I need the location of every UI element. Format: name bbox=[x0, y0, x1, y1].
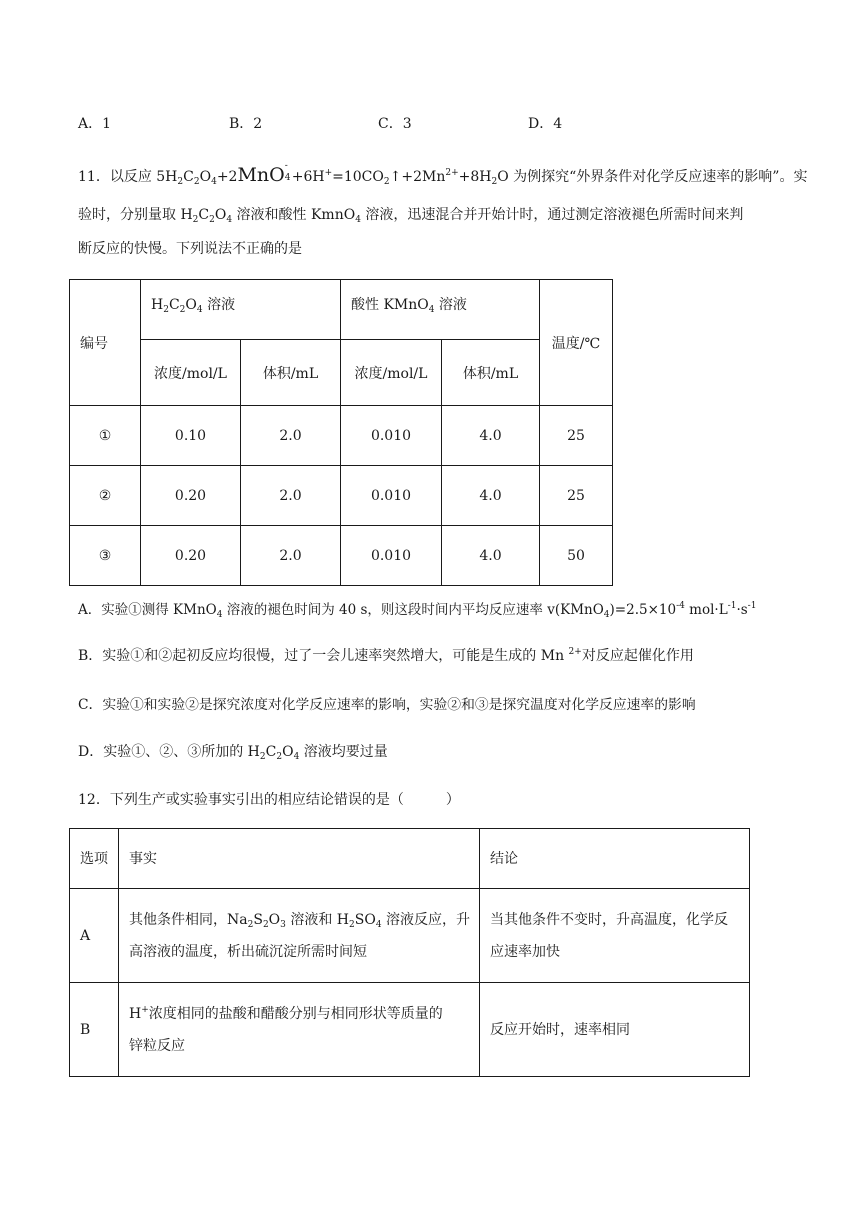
cell-option: A bbox=[70, 889, 119, 983]
cell-id: ③ bbox=[70, 526, 141, 586]
conclusion-table bbox=[69, 828, 750, 1077]
table-row bbox=[70, 983, 750, 1077]
header-h2c2o4: $H_2C_2O_4$ 溶液 bbox=[141, 280, 341, 340]
cell-conc1: 0.20 bbox=[141, 526, 241, 586]
cell-vol1: 2.0 bbox=[241, 466, 341, 526]
header-conc1: 浓度/mol/L bbox=[141, 340, 241, 406]
table-row bbox=[70, 406, 613, 466]
permanganate-ion: MnO - 4 bbox=[237, 161, 291, 186]
cell-vol1: 2.0 bbox=[241, 406, 341, 466]
cell-vol1: 2.0 bbox=[241, 526, 341, 586]
cell-vol2: 4.0 bbox=[442, 526, 540, 586]
header-id: 编号 bbox=[70, 280, 141, 406]
cell-vol2: 4.0 bbox=[442, 466, 540, 526]
cell-fact: 其他条件相同，$Na_2S_2O_3$ 溶液和 $H_2SO_4$ 溶液反应，升 高溶液的温度，析出硫沉淀所需时间短 bbox=[119, 889, 480, 983]
cell-conc1: 0.10 bbox=[141, 406, 241, 466]
cell-conc2: 0.010 bbox=[341, 526, 442, 586]
option-d: D．4 bbox=[528, 116, 563, 132]
cell-conc2: 0.010 bbox=[341, 466, 442, 526]
header-conc2: 浓度/mol/L bbox=[341, 340, 442, 406]
cell-option: B bbox=[70, 983, 119, 1077]
option-b: B．2 bbox=[229, 116, 263, 132]
q11-option-b: B．实验①和②起初反应均很慢，过了一会儿速率突然增大，可能是生成的 Mn $^{2+}$对反应起催化作用 bbox=[78, 647, 694, 664]
header-kmno4: 酸性 KMnO$_4$ 溶液 bbox=[341, 280, 540, 340]
header-option: 选项 bbox=[70, 829, 119, 889]
header-vol2: 体积/mL bbox=[442, 340, 540, 406]
table-row bbox=[70, 889, 750, 983]
cell-id: ① bbox=[70, 406, 141, 466]
cell-vol2: 4.0 bbox=[442, 406, 540, 466]
cell-conc1: 0.20 bbox=[141, 466, 241, 526]
cell-temp: 25 bbox=[540, 466, 613, 526]
cell-temp: 50 bbox=[540, 526, 613, 586]
q11-line2: 验时，分别量取 $H_2C_2O_4$ 溶液和酸性 KmnO$_4$ 溶液，迅速混合并开始计时，通过测定溶液褪色所需时间来判 bbox=[78, 207, 744, 225]
header-vol1: 体积/mL bbox=[241, 340, 341, 406]
q11-option-c: C．实验①和实验②是探究浓度对化学反应速率的影响，实验②和③是探究温度对化学反应速率的影响 bbox=[78, 697, 696, 713]
experiment-table bbox=[69, 279, 613, 586]
option-a: A．1 bbox=[78, 116, 112, 132]
header-fact: 事实 bbox=[119, 829, 480, 889]
cell-conclusion: 当其他条件不变时，升高温度，化学反 应速率加快 bbox=[480, 889, 750, 983]
cell-temp: 25 bbox=[540, 406, 613, 466]
q12-stem: 12．下列生产或实验事实引出的相应结论错误的是（ ） bbox=[78, 792, 460, 808]
q11-line1: 11．以反应 $5H_2C_2O_4+2MnO$ - 4 $+6H^+=10CO_2↑+2Mn^{2+}+8H_2O$ 为例探究“外界条件对化学反应速率的影响”。实 bbox=[78, 161, 808, 187]
header-temperature: 温度/℃ bbox=[540, 280, 613, 406]
q11-option-d: D．实验①、②、③所加的 $H_2C_2O_4$ 溶液均要过量 bbox=[78, 744, 388, 762]
cell-fact: H+浓度相同的盐酸和醋酸分别与相同形状等质量的 锌粒反应 bbox=[119, 983, 480, 1077]
cell-id: ② bbox=[70, 466, 141, 526]
header-conclusion: 结论 bbox=[480, 829, 750, 889]
q11-line3: 断反应的快慢。下列说法不正确的是 bbox=[78, 241, 302, 257]
cell-conc2: 0.010 bbox=[341, 406, 442, 466]
cell-conclusion: 反应开始时，速率相同 bbox=[480, 983, 750, 1077]
table-row bbox=[70, 466, 613, 526]
q11-option-a: A．实验①测得 KMnO$_4$ 溶液的褪色时间为 40 s，则这段时间内平均反应速率 $v(KMnO_4)=2.5\times 10^{-4}$ $mol\cdot L^{-1}\cdot s^{-1}$ bbox=[78, 601, 757, 620]
option-c: C．3 bbox=[378, 116, 412, 132]
table-row bbox=[70, 526, 613, 586]
